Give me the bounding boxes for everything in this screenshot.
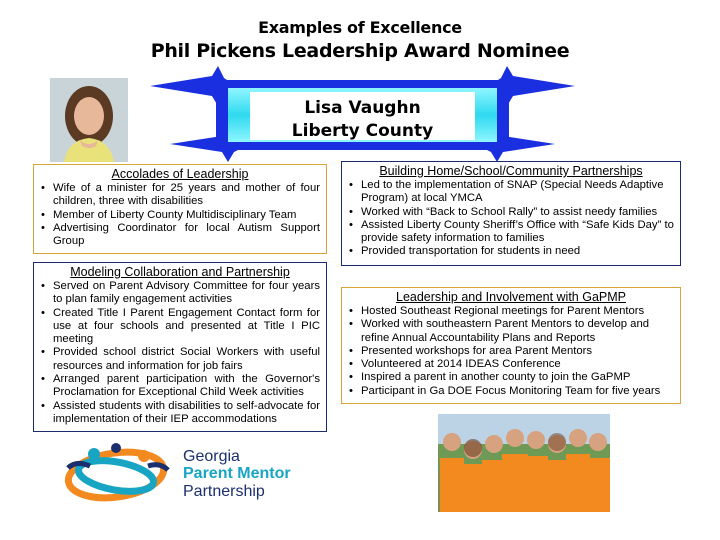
list-item: • Assisted Liberty County Sheriff’s Office with “Safe Kids Day” to provide safety information to families	[348, 219, 674, 246]
list-item: • Assisted students with disabilities to self-advocate for implementation of their IEP accommodations	[40, 400, 320, 427]
list-item: • Member of Liberty County Multidisciplinary Team	[40, 209, 320, 222]
list-item: • Created Title I Parent Engagement Contact form for use at four schools and presented at Title I PIC meeting	[40, 307, 320, 347]
leadership-list	[348, 305, 674, 398]
modeling-list	[40, 280, 320, 426]
building-list	[348, 179, 674, 259]
slide-title: Phil Pickens Leadership Award Nominee	[150, 40, 570, 62]
nominee-name: Lisa Vaughn	[304, 98, 421, 118]
list-item: • Served on Parent Advisory Committee for four years to plan family engagement activities	[40, 280, 320, 307]
accolades-list	[40, 182, 320, 248]
nominee-portrait	[50, 78, 128, 162]
logo-text-parent-mentor: Parent Mentor	[183, 465, 291, 482]
list-item: • Advertising Coordinator for local Autism Support Group	[40, 222, 320, 249]
modeling-heading: Modeling Collaboration and Partnership	[70, 265, 290, 279]
nominee-county: Liberty County	[291, 121, 434, 141]
list-item: • Inspired a parent in another county to join the GaPMP	[348, 371, 674, 384]
list-item: • Worked with southeastern Parent Mentors to develop and refine Annual Accountability Plans and Reports	[348, 318, 674, 345]
list-item: • Participant in Ga DOE Focus Monitoring Team for five years	[348, 385, 674, 398]
list-item: • Presented workshops for area Parent Mentors	[348, 345, 674, 358]
list-item: • Provided transportation for students in need	[348, 245, 674, 258]
list-item: • Hosted Southeast Regional meetings for Parent Mentors	[348, 305, 674, 318]
list-item: • Provided school district Social Workers with useful resources and information for job fairs	[40, 346, 320, 373]
list-item: • Led to the implementation of SNAP (Special Needs Adaptive Program) at local YMCA	[348, 179, 674, 206]
leadership-panel	[341, 287, 681, 404]
leadership-heading: Leadership and Involvement with GaPMP	[396, 290, 626, 304]
accolades-panel	[33, 164, 327, 254]
building-heading: Building Home/School/Community Partnerships	[379, 164, 643, 178]
modeling-panel	[33, 262, 327, 432]
list-item: • Volunteered at 2014 IDEAS Conference	[348, 358, 674, 371]
logo-text-georgia: Georgia	[183, 448, 240, 465]
slide-subtitle: Examples of Excellence	[258, 18, 462, 37]
list-item: • Worked with “Back to School Rally” to assist needy families	[348, 206, 674, 219]
list-item: • Arranged parent participation with the Governor's Proclamation for Exceptional Child Week activities	[40, 373, 320, 400]
group-photo	[438, 414, 610, 512]
logo-text-partnership: Partnership	[183, 483, 265, 500]
accolades-heading: Accolades of Leadership	[111, 167, 249, 181]
building-panel	[341, 161, 681, 266]
list-item: • Wife of a minister for 25 years and mother of four children, three with disabilities	[40, 182, 320, 209]
